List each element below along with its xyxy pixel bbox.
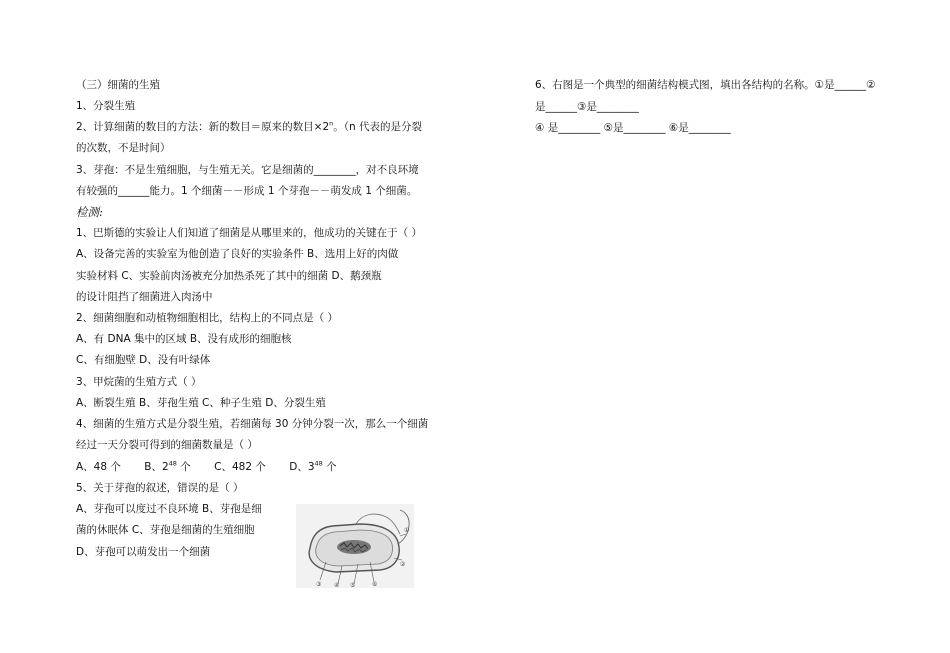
option-d-unit: 个 xyxy=(322,461,337,473)
option-b-base: B、2 xyxy=(144,461,169,473)
question-2-options-ab: A、有 DNA 集中的区域 B、没有成形的细胞核 xyxy=(76,333,292,345)
figure-label-6: ⑥ xyxy=(372,581,378,588)
option-d xyxy=(289,461,336,473)
figure-label-2: ② xyxy=(400,561,406,568)
question-1-options-c: 的设计阻挡了细菌进入肉汤中 xyxy=(76,291,213,303)
bacterium-structure-diagram xyxy=(296,504,414,588)
item-3: 3、芽孢：不是生殖细胞，与生殖无关。它是细菌的________，对不良环境 xyxy=(76,164,419,176)
question-4-options xyxy=(76,460,337,474)
question-6-line-2: 是______③是________ xyxy=(535,101,639,113)
question-1-options-b: 实验材料 C、实验前肉汤被充分加热杀死了其中的细菌 D、鹅颈瓶 xyxy=(76,270,382,282)
option-b-exponent: 48 xyxy=(168,459,177,468)
item-2-continuation: 的次数，不是时间） xyxy=(76,142,171,154)
question-2-options-cd: C、有细胞壁 D、没有叶绿体 xyxy=(76,354,211,366)
option-d-base: D、3 xyxy=(289,461,315,473)
question-5-line-3: D、芽孢可以萌发出一个细菌 xyxy=(76,546,211,558)
item-1: 1、分裂生殖 xyxy=(76,100,136,112)
figure-label-5: ⑤ xyxy=(350,582,356,588)
figure-label-1: ① xyxy=(404,527,410,534)
question-5-line-2: 菌的休眠体 C、芽孢是细菌的生殖细胞 xyxy=(76,524,255,536)
section-title: （三）细菌的生殖 xyxy=(76,79,160,91)
item-2-text: 2、计算细菌的数目的方法：新的数目＝原来的数目×2 xyxy=(76,121,330,133)
test-heading: 检测: xyxy=(76,205,103,219)
question-1: 1、巴斯德的实验让人们知道了细菌是从哪里来的，他成功的关键在于（ ） xyxy=(76,227,423,239)
question-3: 3、甲烷菌的生殖方式（ ） xyxy=(76,376,202,388)
item-2 xyxy=(76,120,422,134)
question-5-line-1: A、芽孢可以度过不良环境 B、芽孢是细 xyxy=(76,503,262,515)
item-3-continuation: 有较强的______能力。1 个细菌－－形成 1 个芽孢－－萌发成 1 个细菌。 xyxy=(76,185,418,197)
option-c: C、482 个 xyxy=(214,461,266,473)
option-a: A、48 个 xyxy=(76,461,121,473)
item-2-superscript: n xyxy=(329,119,334,128)
figure-label-4: ④ xyxy=(334,582,340,588)
question-1-options-a: A、设备完善的实验室为他创造了良好的实验条件 B、选用上好的肉做 xyxy=(76,248,399,260)
bacterium-svg xyxy=(296,504,414,588)
question-4: 4、细菌的生殖方式是分裂生殖，若细菌每 30 分钟分裂一次，那么一个细菌 xyxy=(76,418,429,430)
item-2-text-end: 。（n 代表的是分裂 xyxy=(333,121,423,133)
question-6-line-3: ④ 是________ ⑤是________ ⑥是________ xyxy=(535,122,731,134)
question-3-options: A、断裂生殖 B、芽孢生殖 C、种子生殖 D、分裂生殖 xyxy=(76,397,326,409)
question-6: 6、右图是一个典型的细菌结构模式图，填出各结构的名称。①是______② xyxy=(535,79,876,91)
nucleoid-dna-region xyxy=(337,540,371,554)
question-4-continuation: 经过一天分裂可得到的细菌数量是（ ） xyxy=(76,439,258,451)
option-b xyxy=(144,461,191,473)
figure-label-3: ③ xyxy=(316,581,322,588)
option-b-unit: 个 xyxy=(176,461,191,473)
option-d-exponent: 48 xyxy=(314,459,323,468)
question-2: 2、细菌细胞和动植物细胞相比，结构上的不同点是（ ） xyxy=(76,312,339,324)
question-5: 5、关于芽孢的叙述，错误的是（ ） xyxy=(76,482,244,494)
